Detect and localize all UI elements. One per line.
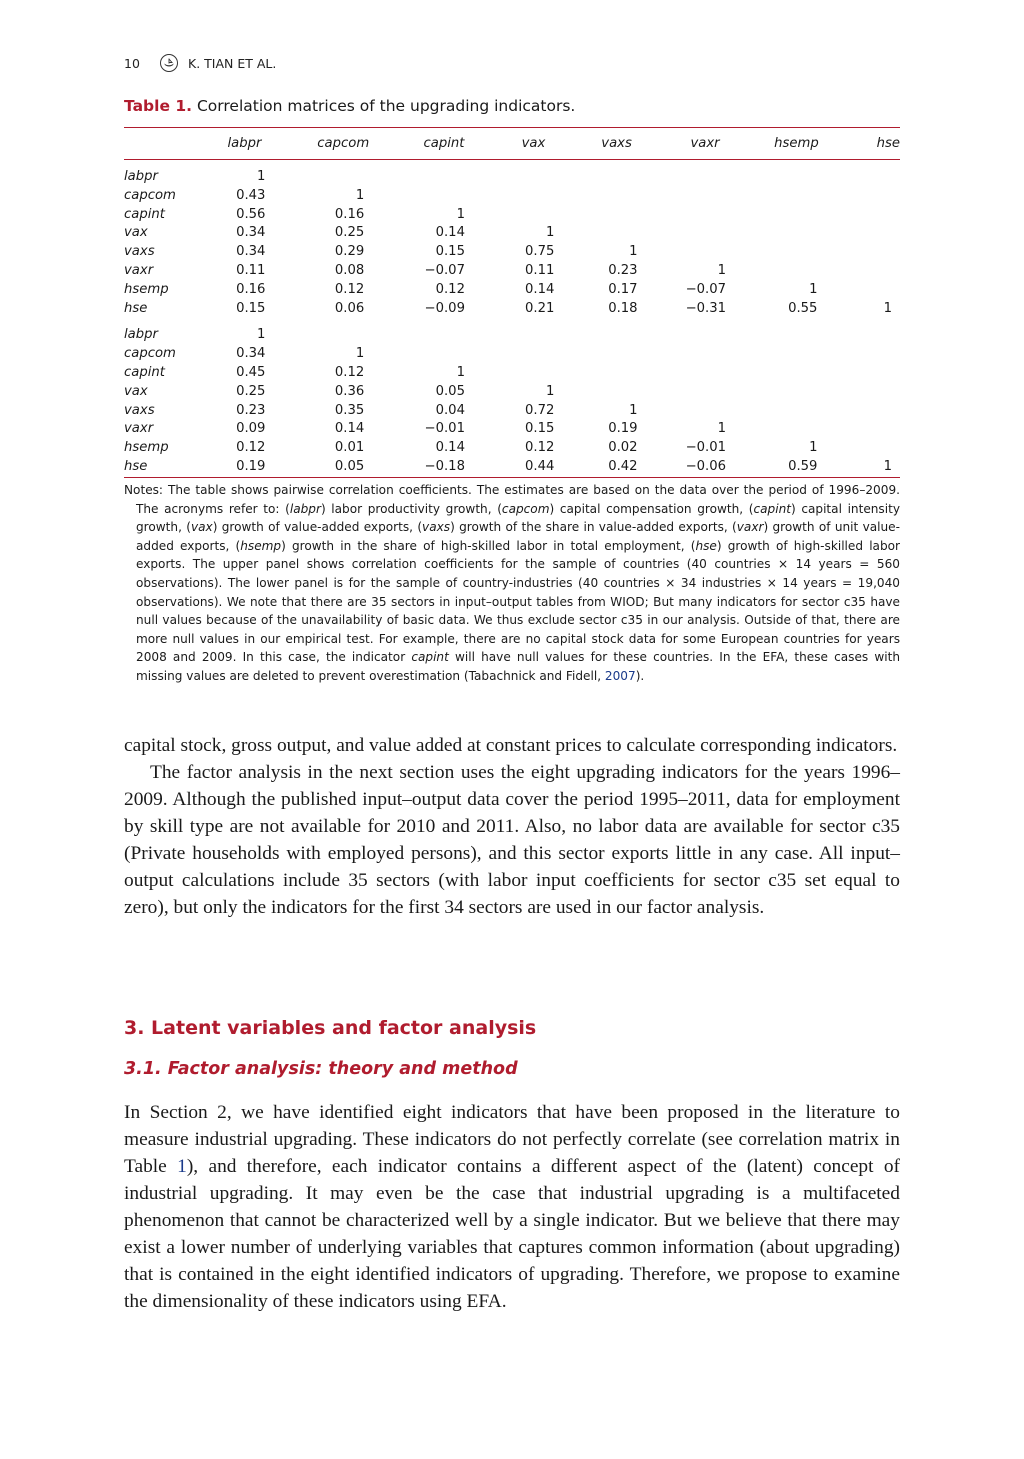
row-label: vaxr <box>124 421 154 437</box>
table-cell <box>501 160 566 187</box>
table-row <box>124 420 900 439</box>
table-cell: 1 <box>717 421 727 437</box>
table-cell <box>743 262 850 281</box>
table-cell <box>667 206 743 225</box>
row-label: capcom <box>124 346 176 362</box>
column-header-hse: hse <box>876 136 900 151</box>
column-header-vaxr: vaxr <box>690 136 720 151</box>
table-cell: 0.43 <box>236 187 266 203</box>
table-cell: 0.14 <box>435 440 465 456</box>
table-cell <box>667 160 743 187</box>
column-header-hsemp: hsemp <box>774 136 819 151</box>
table-cell <box>743 402 850 421</box>
column-header-vax: vax <box>521 136 546 151</box>
table-cell <box>501 364 566 383</box>
row-label: vax <box>124 383 148 399</box>
table-cell: 0.08 <box>334 262 365 278</box>
table-panel-lower <box>124 318 900 477</box>
table-cell <box>850 420 900 439</box>
table-cell <box>566 345 667 364</box>
table-cell: −0.07 <box>424 262 465 278</box>
table-cell <box>667 364 743 383</box>
table-cell <box>850 262 900 281</box>
table-panel-upper <box>124 160 900 319</box>
table-row <box>124 262 900 281</box>
table-cell: 0.19 <box>236 458 266 474</box>
table-caption-text: Correlation matrices of the upgrading indicators. <box>196 97 576 115</box>
body-paragraphs-bottom <box>124 1099 900 1315</box>
table-cell <box>743 364 850 383</box>
table-cell: −0.18 <box>424 458 465 474</box>
section-heading: 3. Latent variables and factor analysis <box>124 1017 537 1039</box>
row-label: labpr <box>124 169 158 184</box>
table-row <box>124 402 900 421</box>
table-cell: 0.45 <box>236 364 266 380</box>
table-cell <box>387 345 501 364</box>
row-label: vax <box>124 225 148 241</box>
table-cell: 0.15 <box>435 244 465 260</box>
table-cell: −0.06 <box>685 458 727 474</box>
table-cell: 0.25 <box>236 383 266 399</box>
table-cell <box>667 318 743 345</box>
table-cell: 0.02 <box>608 440 638 456</box>
running-head-authors: K. TIAN ET AL. <box>188 55 277 71</box>
row-label: hsemp <box>124 440 169 456</box>
table-cell <box>299 318 387 345</box>
table-cell: 0.19 <box>608 421 638 437</box>
table-cell: 0.11 <box>525 262 555 278</box>
table-cell: 0.05 <box>435 383 465 399</box>
table-cell: 1 <box>629 402 638 418</box>
table-cell: 0.34 <box>236 346 266 362</box>
table-row <box>124 345 900 364</box>
table-cell: 1 <box>883 300 892 316</box>
row-label: hse <box>124 458 148 474</box>
table-cell: 1 <box>883 458 892 474</box>
table-cell: 1 <box>546 383 555 399</box>
column-header-capint: capint <box>423 136 465 151</box>
table-ref-link[interactable]: 1 <box>177 1156 187 1177</box>
table-cell <box>387 160 501 187</box>
table-cell: 0.15 <box>525 421 555 437</box>
table-cell: 0.12 <box>236 440 266 456</box>
table-cell: 0.36 <box>334 383 365 399</box>
table-cell <box>387 318 501 345</box>
row-label: capint <box>124 364 165 380</box>
table-cell: 1 <box>257 169 266 184</box>
table-cell: −0.31 <box>685 300 727 316</box>
row-label: labpr <box>124 327 158 343</box>
table-cell: 0.23 <box>236 402 266 418</box>
table-row <box>124 224 900 243</box>
row-label: capcom <box>124 187 176 203</box>
table-cell: 0.14 <box>525 281 555 297</box>
table-row <box>124 187 900 206</box>
table-row <box>124 243 900 262</box>
table-cell: 0.72 <box>525 402 555 418</box>
table-cell <box>566 224 667 243</box>
table-cell <box>566 364 667 383</box>
table-cell: 1 <box>257 327 266 343</box>
table-cell: 0.18 <box>608 300 638 316</box>
table-cell: 0.16 <box>236 281 266 297</box>
table-header-row <box>124 128 900 160</box>
table-cell: 0.25 <box>334 225 365 241</box>
running-head <box>124 53 276 73</box>
table-cell <box>850 224 900 243</box>
table-cell <box>850 160 900 187</box>
body-paragraphs-top <box>124 732 900 921</box>
table-cell <box>743 318 850 345</box>
table-cell: 0.12 <box>334 281 365 297</box>
table-cell <box>566 160 667 187</box>
table-caption <box>124 97 575 115</box>
row-label: vaxs <box>124 244 155 260</box>
table-row <box>124 364 900 383</box>
table-cell: 0.55 <box>788 300 818 316</box>
table-cell <box>667 383 743 402</box>
table-cell <box>667 187 743 206</box>
table-cell <box>850 281 900 300</box>
table-cell: 1 <box>809 281 818 297</box>
table-cell: 0.17 <box>608 281 638 297</box>
table-cell: 0.35 <box>334 402 365 418</box>
table-cell: 1 <box>355 346 365 362</box>
table-cell: 1 <box>456 206 465 222</box>
table-cell <box>743 224 850 243</box>
table-row <box>124 206 900 225</box>
table-cell: 0.15 <box>236 300 266 316</box>
table-cell <box>850 345 900 364</box>
column-header-empty <box>124 128 190 160</box>
table-cell <box>850 402 900 421</box>
table-cell <box>743 345 850 364</box>
table-cell: 1 <box>355 187 365 203</box>
table-cell: 1 <box>629 244 638 260</box>
table-cell <box>850 187 900 206</box>
body-paragraph-2: The factor analysis in the next section uses the eight upgrading indicators for the years 1996–2009. Although the published input–output data cover the period 1995–2011, data for employment by skill type are not available for 2010 and 2011. Also, no labor data are available for sector c35 (Private households with employed persons), and this sector exports little in any case. All input–output calculations include 35 sectors (with labor input coefficients for sector c35 set equal to zero), but only the indicators for the first 34 sectors are used in our factor analysis. <box>124 762 900 918</box>
table-cell <box>667 224 743 243</box>
table-cell: −0.01 <box>424 421 465 437</box>
row-label: hsemp <box>124 281 169 297</box>
table-cell <box>850 318 900 345</box>
column-header-capcom: capcom <box>317 136 370 151</box>
table-row <box>124 300 900 319</box>
table-cell <box>667 345 743 364</box>
row-label: hse <box>124 300 148 316</box>
table-cell <box>743 206 850 225</box>
table-cell: 0.09 <box>236 421 266 437</box>
table-row <box>124 318 900 345</box>
table-cell <box>850 439 900 458</box>
table-cell <box>501 206 566 225</box>
table-cell: 0.12 <box>435 281 465 297</box>
table-cell: −0.01 <box>685 440 727 456</box>
table-cell <box>667 402 743 421</box>
table-cell: 0.29 <box>334 244 365 260</box>
table-cell <box>566 318 667 345</box>
table-cell: 1 <box>546 225 555 241</box>
table-row <box>124 439 900 458</box>
table-cell <box>566 383 667 402</box>
table-cell: −0.09 <box>424 300 465 316</box>
row-label: vaxs <box>124 402 155 418</box>
table-notes: Notes: The table shows pairwise correlation coefficients. The estimates are based on the data over the period of 1996–2009. The acronyms refer to: (labpr) labor productivity growth, (capcom) capital compensation growth, (capint) capital intensity growth, (vax) growth of value-added exports, (vaxs) growth of the share in value-added exports, (vaxr) growth of unit value-added exports, (hsemp) growth in the share of high-skilled labor in total employment, (hse) growth of high-skilled labor exports. The upper panel shows correlation coefficients for the sample of countries (40 countries × 14 years = 560 observations). The lower panel is for the sample of country-industries (40 countries × 34 industries × 14 years = 19,040 observations). We note that there are 35 sectors in input–output tables from WIOD; But many indicators for sector c35 have null values because of the unavailability of basic data. We thus exclude sector c35 in our analysis. Outside of that, there are more null values in our empirical test. For example, there are no capital stock data for some European countries for years 2008 and 2009. In this case, the indicator capint will have null values for these countries. In the EFA, these cases with missing values are deleted to prevent overestimation (Tabachnick and Fidell, 2007). <box>124 483 901 683</box>
table-cell: −0.07 <box>685 281 727 297</box>
table-cell: 0.05 <box>334 458 365 474</box>
table-cell <box>743 160 850 187</box>
table-cell: 0.04 <box>435 402 465 418</box>
table-cell: 0.34 <box>236 244 266 260</box>
table-row <box>124 281 900 300</box>
table-cell <box>743 420 850 439</box>
table-cell: 0.14 <box>435 225 465 241</box>
column-header-labpr: labpr <box>227 136 262 151</box>
table-cell <box>667 243 743 262</box>
body-paragraph-1: capital stock, gross output, and value added at constant prices to calculate corresponding indicators. <box>124 735 898 756</box>
table-cell: 1 <box>717 262 727 278</box>
table-cell: 0.06 <box>334 300 365 316</box>
table-row <box>124 160 900 187</box>
row-label: capint <box>124 206 165 222</box>
table-cell: 0.16 <box>334 206 365 222</box>
table-cell <box>501 187 566 206</box>
table-cell: 0.14 <box>334 421 365 437</box>
column-header-vaxs: vaxs <box>601 136 632 151</box>
table-caption-label: Table 1. <box>124 97 193 115</box>
table-cell <box>743 187 850 206</box>
table-cell <box>743 383 850 402</box>
row-label: vaxr <box>124 262 154 278</box>
table-row <box>124 383 900 402</box>
table-cell: 0.75 <box>525 244 555 260</box>
table-cell: 0.42 <box>608 458 638 474</box>
table-cell: 0.44 <box>525 458 555 474</box>
table-cell: 0.11 <box>236 262 266 278</box>
table-cell <box>850 383 900 402</box>
table-cell <box>566 187 667 206</box>
table-cell: 0.59 <box>788 458 818 474</box>
table-cell <box>850 243 900 262</box>
table-cell: 0.21 <box>525 300 555 316</box>
table-cell <box>850 364 900 383</box>
table-cell <box>850 206 900 225</box>
citation-link-2007[interactable]: 2007 <box>604 668 636 683</box>
publisher-logo-icon <box>160 54 178 72</box>
table-cell <box>566 206 667 225</box>
table-cell <box>501 345 566 364</box>
table-cell <box>299 160 387 187</box>
correlation-table <box>124 127 900 478</box>
table-row <box>124 458 900 477</box>
table-cell: 0.12 <box>525 440 555 456</box>
table-cell <box>387 187 501 206</box>
body-paragraph-3: In Section 2, we have identified eight indicators that have been proposed in the literature to measure industrial upgrading. These indicators do not perfectly correlate (see correlation matrix in Table 1), and therefore, each indicator contains a different aspect of the (latent) concept of industrial upgrading. It may even be the case that industrial upgrading is a multifaceted phenomenon that cannot be characterized well by a single indicator. But we believe that there may exist a lower number of underlying variables that captures common information (about upgrading) that is contained in the eight identified indicators of upgrading. Therefore, we propose to examine the dimensionality of these indicators using EFA. <box>124 1102 900 1312</box>
table-cell: 0.34 <box>236 225 266 241</box>
table-cell: 1 <box>456 364 465 380</box>
subsection-heading: 3.1. Factor analysis: theory and method <box>124 1059 518 1079</box>
table-cell: 0.23 <box>608 262 638 278</box>
page-number: 10 <box>124 55 140 71</box>
table-cell: 0.01 <box>334 440 365 456</box>
table-cell <box>743 243 850 262</box>
table-cell: 1 <box>809 440 818 456</box>
table-cell: 0.12 <box>334 364 365 380</box>
table-cell <box>501 318 566 345</box>
table-cell: 0.56 <box>236 206 266 222</box>
